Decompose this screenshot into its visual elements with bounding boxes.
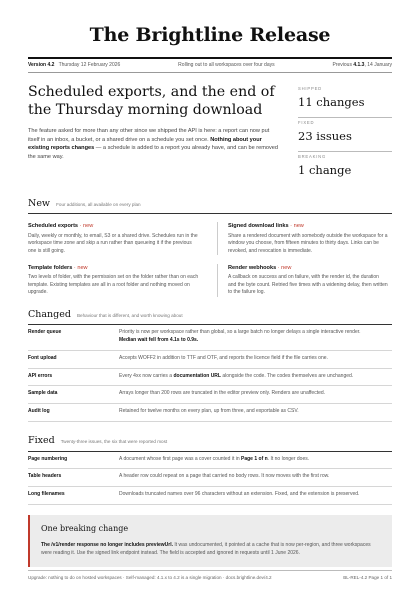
section-title: Fixed [28,434,55,446]
stat-value: 11 changes [298,95,365,110]
new-item-title [228,222,388,230]
previous-label: Previous [332,61,352,68]
row-desc-bold: documentation URL [173,372,221,379]
new-item-title [28,222,199,230]
changed-section-header [28,308,392,326]
section-title: Changed [28,308,71,320]
new-item [28,222,203,255]
section-title: New [28,197,51,209]
hero-main [28,84,280,184]
row-desc: Arrays longer than 200 rows are truncated in the editor preview only. Renders are unaffected. [119,390,326,397]
section-subtitle: Twenty-three issues, the six that were reported most [60,438,168,444]
row-desc-bold: Page 1 of n [241,455,268,462]
row-key: Render queue [28,329,62,336]
row-key: Table headers [28,473,62,480]
new-tag: · new [73,265,88,272]
breaking-title: One breaking change [41,523,129,533]
row-key: Long filenames [28,491,65,498]
row-key: API errors [28,372,53,379]
new-item-body: Daily, weekly or monthly, to email, S3 or a shared drive. Schedules run in the workspace time zone and skip a run rather than queueing it if the previous one is still going. [28,232,198,254]
section-subtitle: Four additions, all available on every plan [56,201,141,207]
new-item [217,222,392,255]
new-section-header [28,197,392,215]
new-item-body: Two levels of folder, with the permission set on the folder rather than on each template. Existing templates are all in a root folder and nothing moved on upgrade. [28,274,199,296]
masthead [28,0,392,72]
intro-paragraph [28,127,280,162]
table-row [28,386,392,404]
rollout-note: Rolling out to all workspaces over four days [178,61,275,68]
table-row [28,487,392,505]
stat-label: FIXED [298,120,315,126]
stat-label: BREAKING [298,153,327,159]
new-item [28,264,203,297]
row-desc [119,329,392,345]
new-tag: · new [290,223,304,230]
new-items-grid [28,222,392,305]
dateline-rule [28,72,392,73]
row-key: Audit log [28,408,50,415]
new-section [28,197,392,306]
stat-label: SHIPPED [298,86,322,92]
footer-upgrade-note: Upgrade: nothing to do on hosted workspaces · Self-managed: 4.1.x to 4.2 is a single migration · docs.brightline.dev/4.2 [28,575,272,581]
row-key: Font upload [28,354,57,361]
breaking-change-callout [28,515,392,567]
page-footer [28,570,392,582]
breaking-text: It was undocumented, it pointed at a cache that is now per-region, and three workspaces were reading it. Use the signed link endpoint instead. The field is accepted and ignored in requests until 1 June 2026. [41,541,371,556]
table-row [28,469,392,487]
fixed-section-header [28,434,392,452]
previous-date: , 14 January [364,61,392,68]
hero [28,84,392,184]
row-desc: Downloads truncated names over 96 characters without an extension. Fixed, and the extension is preserved. [119,491,360,498]
row-desc: Accepts WOFF2 in addition to TTF and OTF, and reports the licence field if the file carries one. [119,354,328,361]
new-item-title-text: Template folders [28,265,73,272]
new-item-body: Share a rendered document with somebody outside the workspace for a window you choose, from fifteen minutes to thirty days. Links can be revoked, and revocation is immediate. [228,232,388,254]
new-tag: · new [79,223,94,230]
new-item-title [28,264,199,272]
stat-fixed [298,117,392,151]
new-item-title-text: Render webhooks [228,265,277,272]
row-desc-text: A document whose first page was a cover counted it in [119,455,242,462]
row-desc: Retained for twelve months on every plan, up from three, and exportable as CSV. [119,408,299,415]
intro-text: The feature asked for more than any other since we shipped the API is here: a report can now put itself in an inbox, a bucket, or a shared drive on a schedule you set once. [28,128,270,143]
stat-value: 23 issues [298,129,352,144]
stat-shipped [298,84,392,117]
table-row [28,351,392,369]
row-desc-bold: Median wait fell from 4.1s to 0.9s. [119,337,199,344]
headline: Scheduled exports, and the end of the Thursday morning download [28,84,275,118]
row-desc-text: Priority is now per workspace rather than global, so a large batch no longer delays a single interactive render. [119,329,361,336]
previous-version: 4.1.3 [353,61,365,68]
table-row [28,452,392,470]
row-desc: A header row could repeat on a page that carried no body rows. It now moves with the first row. [119,473,330,480]
row-desc [119,373,392,381]
dateline [28,59,392,72]
breaking-bold: The /v1/render response no longer includes previewUrl. [41,541,173,548]
new-item-title-text: Scheduled exports [28,223,79,230]
row-key: Sample data [28,390,58,397]
previous-release [333,62,393,69]
row-desc-after: alongside the code. The codes themselves are unchanged. [220,372,354,379]
row-key: Page numbering [28,455,68,462]
release-date: Thursday 12 February 2026 [58,61,121,68]
table-row [28,369,392,387]
section-subtitle: Behaviour that is different, and worth knowing about [76,312,183,318]
new-tag: · new [277,265,292,272]
new-item-title [228,264,388,272]
intro-bold: Nothing about your existing reports changes [28,136,262,152]
changed-section [28,308,392,422]
version-date [28,62,120,69]
fixed-section [28,434,392,505]
breaking-body [41,541,381,557]
stat-value: 1 change [298,163,352,178]
intro-end: — a schedule is added to a report you already have, and can be removed the same way. [28,145,278,160]
new-item-title-text: Signed download links [228,223,289,230]
new-item [217,264,392,297]
version-label: Version 4.2 [28,61,55,68]
table-row [28,404,392,422]
footer-page-ref: BL-REL-4.2 Page 1 of 1 [343,575,392,581]
row-desc-after: . It no longer does. [267,455,310,462]
stat-breaking [298,151,392,185]
row-desc [119,456,392,464]
row-desc-text: Every 4xx now carries a [119,372,174,379]
new-item-body: A callback on success and on failure, with the render id, the duration and the byte count. Retried five times with a widening delay, then written to the failure log. [228,274,388,296]
publication-title: The Brightline Release [89,24,331,46]
table-row [28,325,392,351]
stats-panel [298,84,392,184]
